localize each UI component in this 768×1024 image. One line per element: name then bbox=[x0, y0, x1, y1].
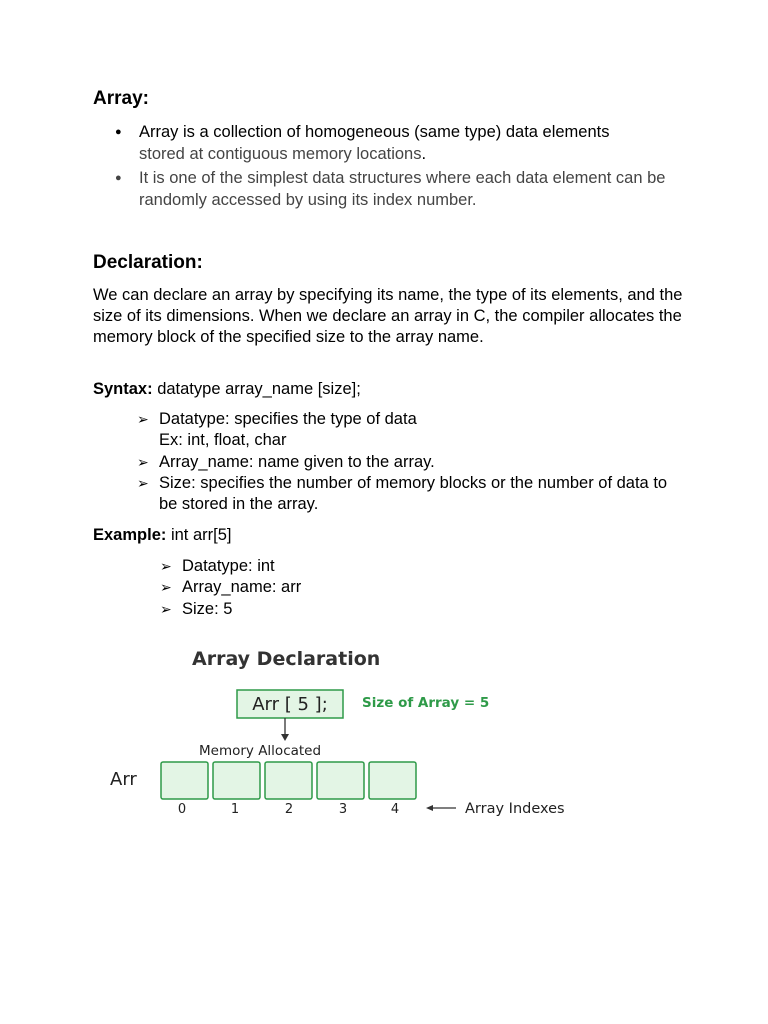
array-cell bbox=[213, 762, 260, 799]
list-item: ➢ Array_name: name given to the array. bbox=[137, 452, 677, 473]
example-list bbox=[160, 556, 460, 620]
index-label: 4 bbox=[390, 802, 400, 817]
declaration-heading: Declaration: bbox=[93, 252, 203, 273]
arrow-bullet-icon: ➢ bbox=[137, 474, 149, 491]
list-item: ● It is one of the simplest data structures where each data element can be randomly accessed by using its index number. bbox=[93, 167, 693, 211]
syntax-list bbox=[137, 409, 677, 515]
list-item: ➢ Datatype: specifies the type of data Ex: int, float, char bbox=[137, 410, 417, 450]
index-label: 1 bbox=[230, 802, 240, 817]
list-item: ● Array is a collection of homogeneous (same type) data elements stored at contiguous memory locations. bbox=[93, 121, 693, 165]
list-item: ➢ Size: specifies the number of memory blocks or the number of data to be stored in the array. bbox=[137, 473, 668, 514]
arrow-bullet-icon: ➢ bbox=[160, 579, 172, 596]
row-label: Arr bbox=[110, 769, 137, 790]
list-item: ➢ Datatype: int bbox=[160, 556, 460, 577]
arrow-bullet-icon: ➢ bbox=[137, 411, 149, 427]
declaration-box-text: Arr [ 5 ]; bbox=[252, 694, 328, 715]
index-label: 3 bbox=[338, 802, 348, 817]
arrow-bullet-icon: ➢ bbox=[160, 558, 172, 574]
memory-label: Memory Allocated bbox=[199, 743, 322, 759]
array-cell bbox=[317, 762, 364, 799]
declaration-paragraph: We can declare an array by specifying its name, the type of its elements, and the size of its dimensions. When we declare an array in C, the compiler allocates the memory block of the specified size to the array name. bbox=[93, 286, 683, 346]
array-heading: Array: bbox=[93, 88, 149, 109]
array-cell bbox=[265, 762, 312, 799]
arrow-head-icon bbox=[281, 734, 289, 741]
index-label: 2 bbox=[284, 802, 294, 817]
arrow-bullet-icon: ➢ bbox=[160, 600, 172, 617]
array-cell bbox=[161, 762, 208, 799]
list-item: ➢ Size: 5 bbox=[160, 599, 460, 620]
array-declaration-diagram bbox=[100, 640, 620, 830]
syntax-line: Syntax: datatype array_name [size]; bbox=[93, 380, 361, 398]
example-line: Example: int arr[5] bbox=[93, 526, 232, 544]
arrow-bullet-icon: ➢ bbox=[137, 453, 149, 470]
diagram-title: Array Declaration bbox=[192, 648, 381, 670]
indexes-label: Array Indexes bbox=[465, 801, 565, 817]
arrow-left-icon bbox=[426, 805, 433, 811]
array-bullet-list bbox=[93, 121, 693, 213]
size-note: Size of Array = 5 bbox=[362, 695, 490, 711]
index-label: 0 bbox=[177, 802, 187, 817]
list-item: ➢ Array_name: arr bbox=[160, 577, 460, 598]
array-cell bbox=[369, 762, 416, 799]
